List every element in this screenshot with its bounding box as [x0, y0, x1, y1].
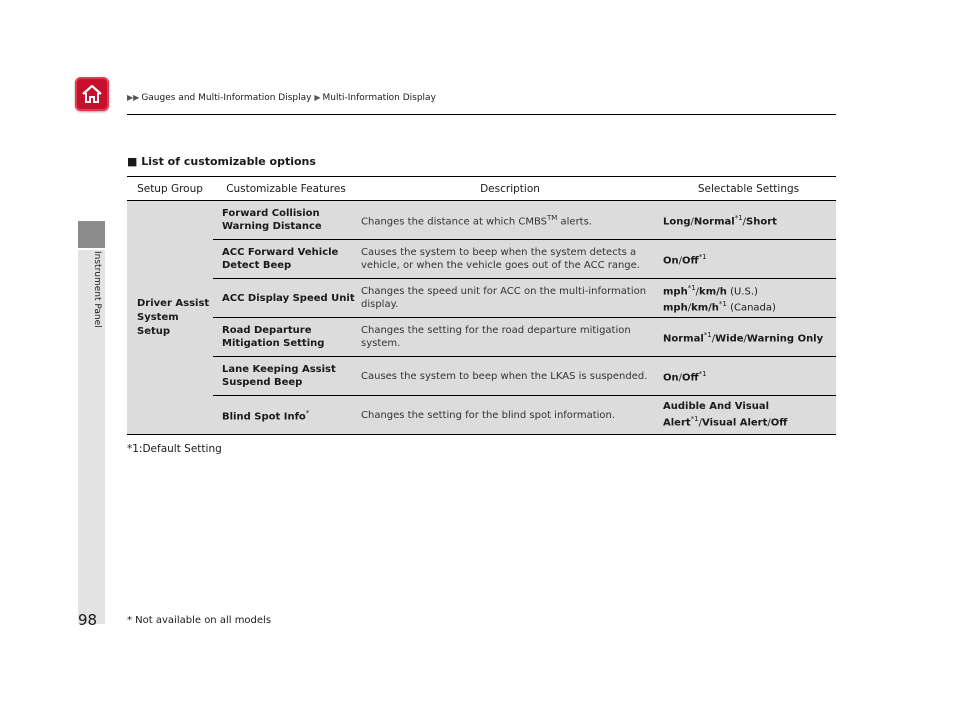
- feature-cell: Lane Keeping Assist Suspend Beep: [222, 364, 336, 388]
- section-tab-marker[interactable]: [78, 221, 105, 248]
- feature-cell: Blind Spot Info*: [222, 408, 310, 423]
- table-row: [213, 317, 836, 356]
- table-row: [213, 201, 836, 239]
- options-table: [127, 176, 836, 435]
- feature-cell: ACC Display Speed Unit: [222, 292, 355, 304]
- table-row: [213, 395, 836, 434]
- table-row: [213, 239, 836, 278]
- section-title: [127, 155, 316, 168]
- table-row: [213, 356, 836, 395]
- section-bullet: ■: [127, 155, 138, 168]
- description-cell: Causes the system to beep when the system detects a vehicle, or when the vehicle goes out of the ACC range.: [361, 247, 640, 271]
- settings-cell: mph$^{*1}$/km/h (U.S.) mph/$km/h^{*1}$ (Canada): [663, 283, 776, 314]
- header-setup-group: Setup Group: [137, 182, 203, 195]
- feature-cell: ACC Forward Vehicle Detect Beep: [222, 247, 339, 271]
- section-label: Instrument Panel: [92, 251, 102, 328]
- description-cell: Changes the setting for the blind spot information.: [361, 409, 616, 421]
- table-row: [213, 278, 836, 317]
- settings-cell: Audible And Visual Alert$^{*1}$/Visual Alert/Off: [663, 401, 788, 429]
- table-header: [127, 177, 836, 201]
- description-cell: Changes the setting for the road departure mitigation system.: [361, 325, 631, 349]
- table-body: [127, 201, 836, 434]
- availability-footnote: * Not available on all models: [127, 615, 272, 626]
- header-selectable-settings: Selectable Settings: [697, 182, 800, 195]
- home-icon: [80, 82, 104, 106]
- header-description: Description: [480, 182, 540, 195]
- description-cell: Causes the system to beep when the LKAS is suspended.: [361, 370, 648, 382]
- description-cell: Changes the speed unit for ACC on the multi-information display.: [361, 286, 647, 310]
- breadcrumb-current: Multi-Information Display: [322, 93, 436, 103]
- breadcrumb-parent-link[interactable]: Gauges and Multi-Information Display: [141, 93, 312, 103]
- settings-cell: Normal$^{*1}$/Wide/Warning Only: [663, 330, 824, 345]
- page-number: 98: [78, 611, 98, 629]
- feature-cell: Forward Collision Warning Distance: [222, 208, 322, 232]
- settings-cell: On/Off$^{*1}$: [663, 369, 707, 384]
- settings-cell: Long/Normal$^{*1}$/Short: [663, 213, 777, 228]
- breadcrumb-arrow-icon: ▶: [314, 93, 321, 102]
- breadcrumb: [127, 93, 436, 103]
- home-button[interactable]: [75, 77, 109, 111]
- breadcrumb-arrow-icon: ▶▶: [127, 93, 140, 102]
- settings-cell: On/Off$^{*1}$: [663, 252, 707, 267]
- feature-cell: Road Departure Mitigation Setting: [222, 325, 325, 349]
- description-cell: Changes the distance at which CMBS™ alerts.: [361, 213, 592, 228]
- default-setting-note: *1:Default Setting: [127, 443, 222, 455]
- header-divider: [127, 114, 836, 115]
- section-title-text: List of customizable options: [141, 155, 316, 168]
- header-customizable-features: Customizable Features: [226, 182, 346, 195]
- setup-group-cell: Driver Assist System Setup: [137, 297, 210, 337]
